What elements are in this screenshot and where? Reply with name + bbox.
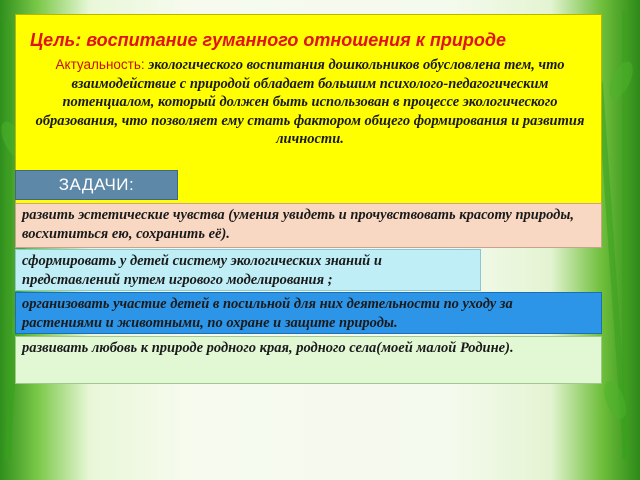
task-item-aesthetic: развить эстетические чувства (умения увидеть и прочувствовать красоту природы, восхититься ею, сохранить её). <box>15 203 602 248</box>
tasks-header: ЗАДАЧИ: <box>15 170 178 200</box>
actuality-label: Актуальность: <box>55 57 145 72</box>
actuality-paragraph <box>24 56 596 149</box>
task-item-activity: организовать участие детей в посильной для них деятельности по уходу за растениями и животными, по охране и защите природы. <box>15 292 602 334</box>
goal-heading: Цель: воспитание гуманного отношения к природе <box>30 30 506 50</box>
task-item-love-nature: развивать любовь к природе родного края, родного села(моей малой Родине). <box>15 336 602 384</box>
actuality-text: экологического воспитания дошкольников обусловлена тем, что взаимодействие с природой обладает большим психолого-педагогическим потенциалом, который должен быть использован в процессе экологического образования, что позволяет ему стать фактором общего формирования и развития личности. <box>35 57 585 148</box>
task-item-knowledge: сформировать у детей систему экологических знаний и представлений путем игрового моделирования ; <box>15 249 481 291</box>
